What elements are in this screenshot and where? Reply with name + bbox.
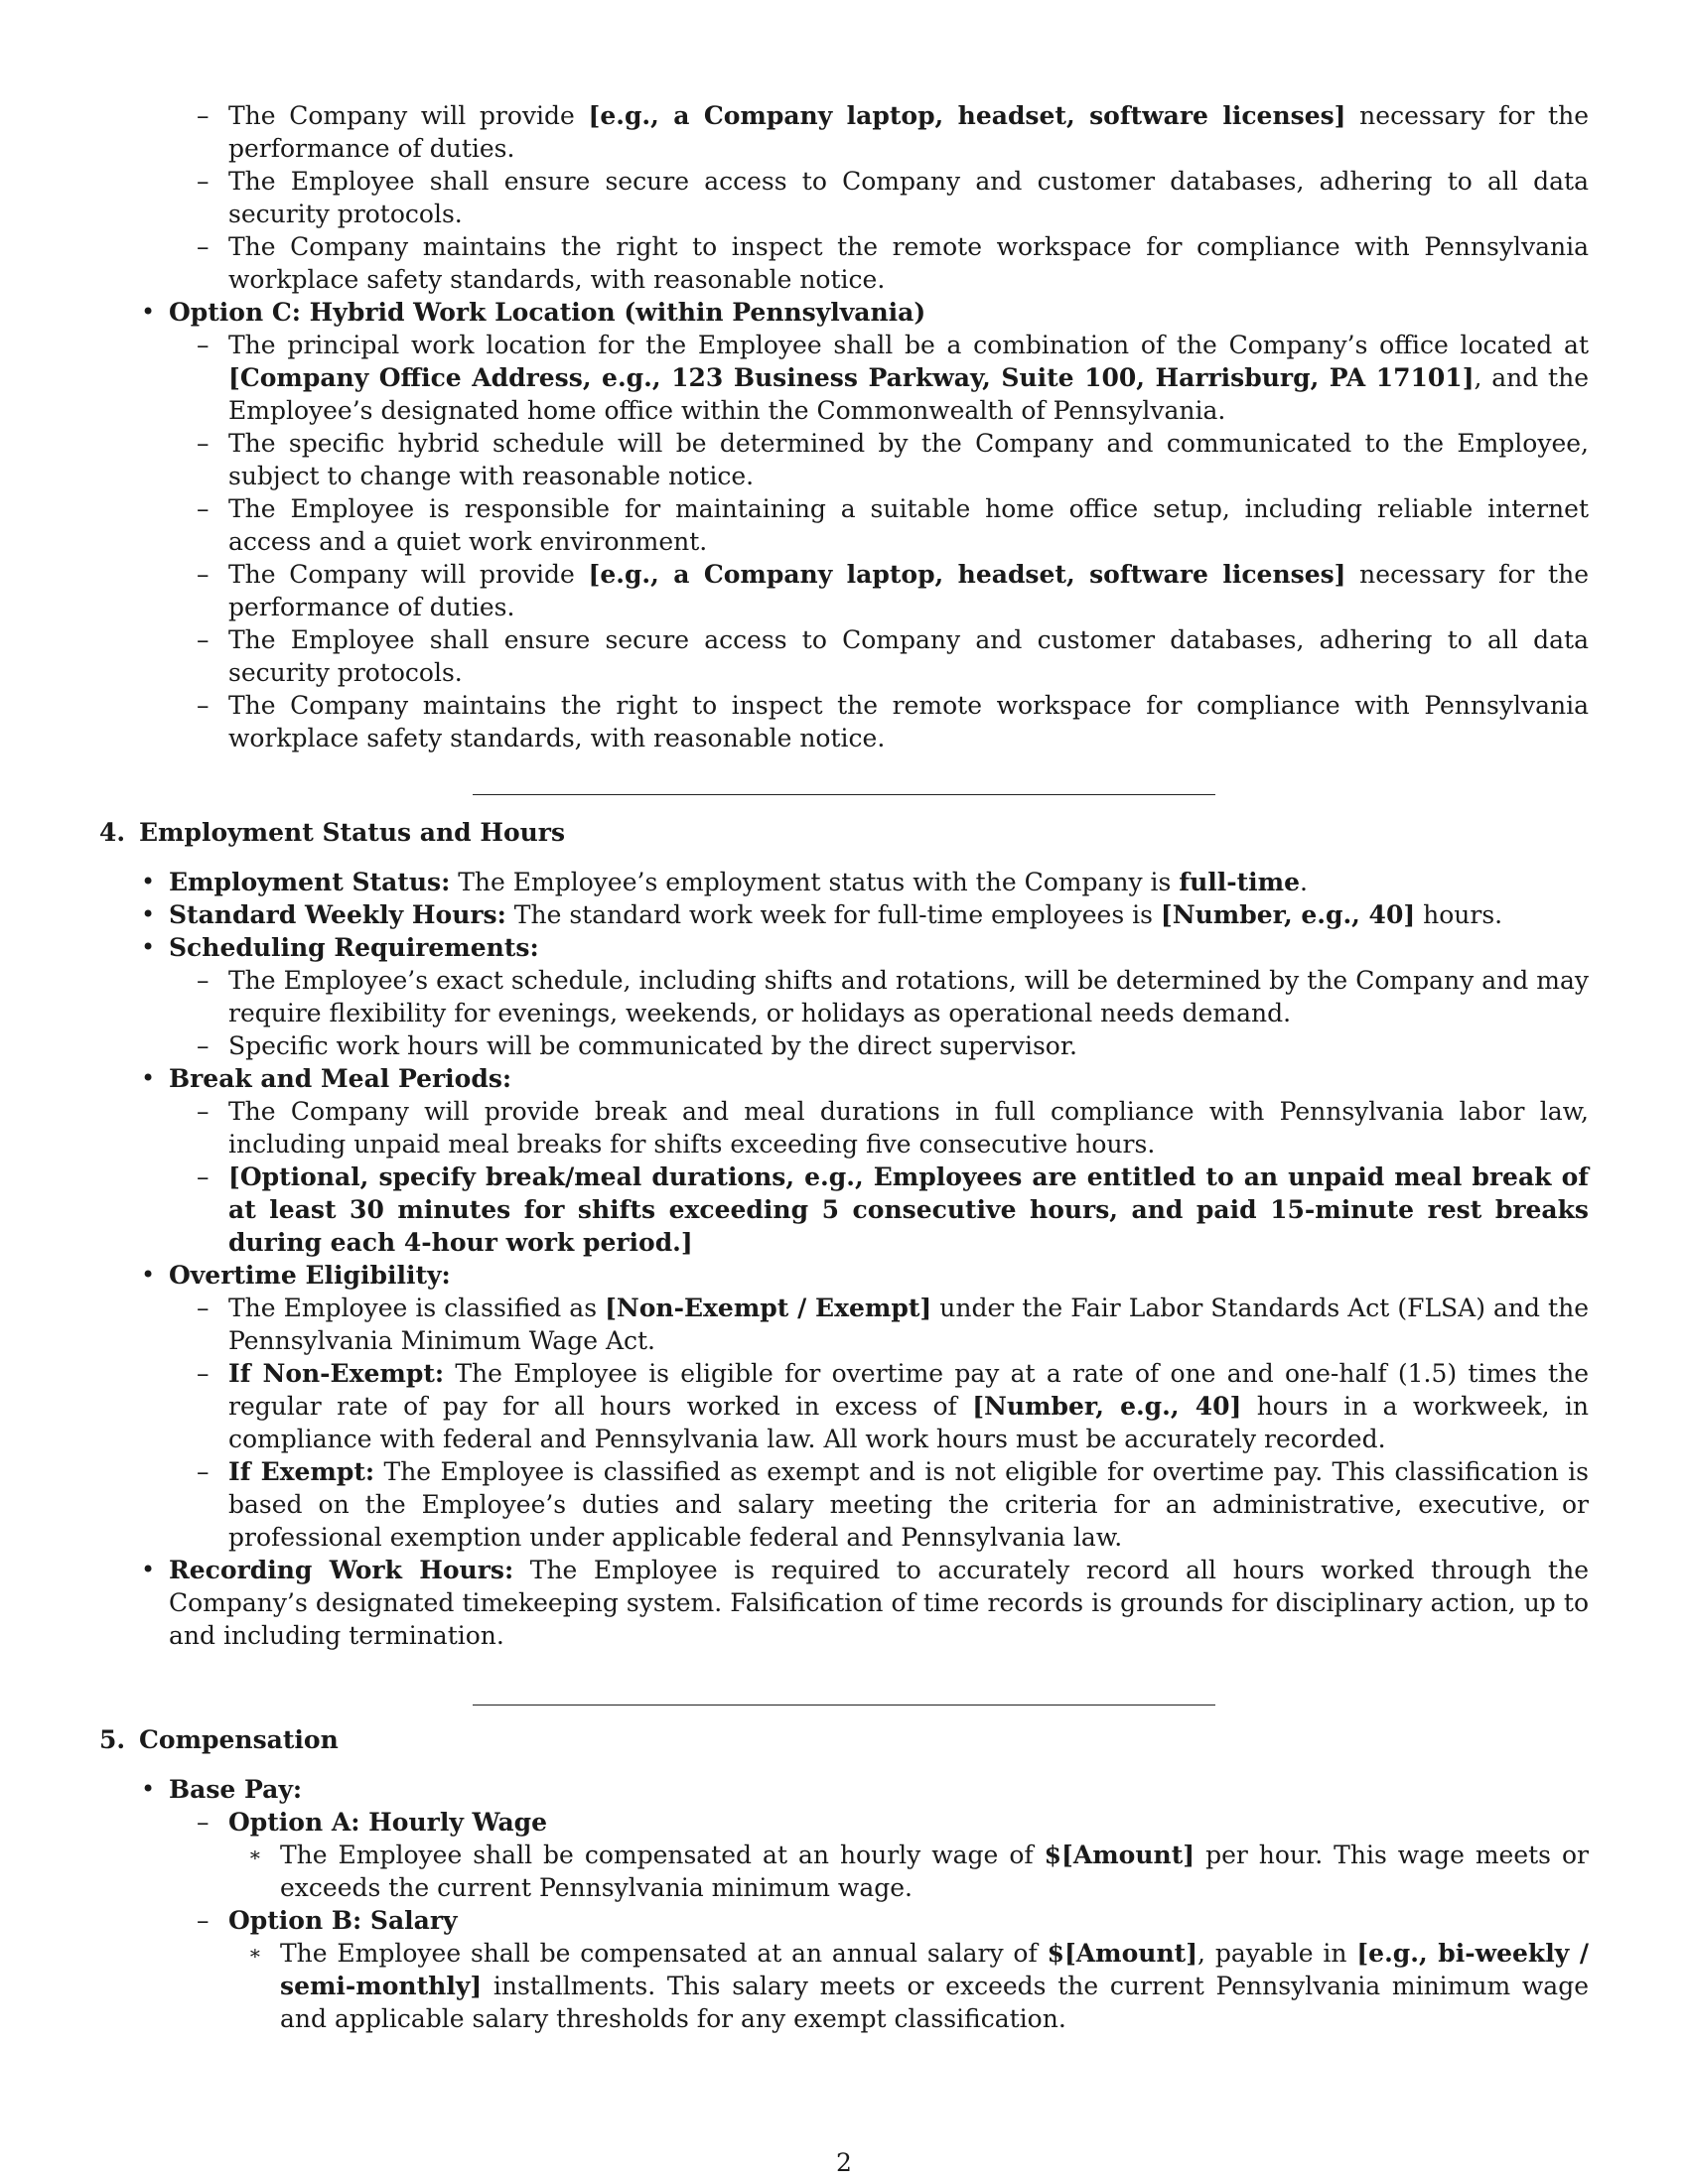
bold-text: [Company Office Address, e.g., 123 Business Parkway, Suite 100, Harrisburg, PA 17101] (228, 363, 1475, 392)
bold-text: Option C: Hybrid Work Location (within Pennsylvania) (169, 298, 926, 327)
bold-text: [Non-Exempt / Exempt] (605, 1294, 932, 1322)
bold-text: Standard Weekly Hours: (169, 900, 506, 929)
bullet-item (99, 1259, 1589, 1292)
list-marker: – (197, 1294, 210, 1322)
sub-item (99, 230, 1589, 296)
employment-status-list (99, 866, 1589, 1652)
location-options-list (99, 99, 1589, 754)
section-number: 4. (99, 818, 126, 847)
text: The Employee is required to accurately record all hours worked through the Company’s designated timekeeping system. Falsification of time records is grounds for disciplinary action, up to and including termination. (169, 1556, 1589, 1650)
text: The Employee shall be compensated at an hourly wage of (280, 1841, 1045, 1869)
list-marker: – (197, 1031, 210, 1060)
text: The standard work week for full-time employees is (505, 900, 1161, 929)
list-marker: – (197, 1808, 210, 1837)
text: under the Fair Labor Standards Act (FLSA) and the Pennsylvania Minimum Wage Act. (228, 1294, 1589, 1355)
bullet-item (99, 1554, 1589, 1652)
bold-text: $[Amount] (1047, 1939, 1198, 1968)
sub-item (99, 165, 1589, 230)
section-title: Compensation (139, 1725, 339, 1754)
section-number: 5. (99, 1725, 126, 1754)
text: per hour. This wage meets or exceeds the current Pennsylvania minimum wage. (280, 1841, 1589, 1902)
sub-item (99, 99, 1589, 165)
section-divider (473, 1705, 1215, 1706)
list-marker: – (197, 1457, 210, 1486)
list-marker: • (141, 1556, 156, 1583)
bold-text: [Number, e.g., 40] (972, 1392, 1242, 1421)
bold-text: [e.g., a Company laptop, headset, software licenses] (588, 560, 1346, 589)
list-marker: – (197, 625, 210, 654)
text: The Employee is classified as (228, 1294, 606, 1322)
list-marker: • (141, 298, 156, 326)
bold-text: Overtime Eligibility: (169, 1261, 451, 1290)
text: Specific work hours will be communicated by the direct supervisor. (228, 1031, 1077, 1060)
text: hours in a workweek, in compliance with federal and Pennsylvania law. All work hours must be accurately recorded. (228, 1392, 1589, 1453)
list-marker: – (197, 101, 210, 130)
list-marker: – (197, 429, 210, 458)
text: The Employee is eligible for overtime pay at a rate of one and one-half (1.5) times the regular rate of pay for all hours worked in excess of (228, 1359, 1589, 1421)
list-marker: • (141, 1064, 156, 1092)
list-marker: • (141, 900, 156, 928)
sub-item (99, 1455, 1589, 1554)
list-marker: – (197, 560, 210, 589)
sub-item (99, 1095, 1589, 1160)
bold-text: Option B: Salary (228, 1906, 458, 1935)
sub-item (99, 623, 1589, 689)
text: The Employee shall be compensated at an annual salary of (280, 1939, 1048, 1968)
bold-text: full-time (1179, 868, 1301, 896)
bold-text: [e.g., a Company laptop, headset, software licenses] (588, 101, 1346, 130)
bullet-item (99, 866, 1589, 898)
sub-item (99, 1806, 1589, 1839)
text: The Company maintains the right to inspect the remote workspace for compliance with Pennsylvania workplace safety standards, with reasonable notice. (228, 691, 1589, 752)
list-marker: • (141, 933, 156, 961)
bold-text: If Non-Exempt: (228, 1359, 445, 1388)
list-marker: – (197, 1097, 210, 1126)
text: The Company will provide break and meal durations in full compliance with Pennsylvania labor law, including unpaid meal breaks for shifts exceeding five consecutive hours. (228, 1097, 1589, 1159)
text: hours. (1415, 900, 1503, 929)
sub-item (99, 1029, 1589, 1062)
bold-text: Option A: Hourly Wage (228, 1808, 548, 1837)
bullet-item (99, 1062, 1589, 1095)
list-marker: • (141, 1261, 156, 1289)
compensation-list (99, 1773, 1589, 2035)
sub-item (99, 689, 1589, 754)
section-4-heading (99, 816, 565, 849)
bold-text: [Number, e.g., 40] (1160, 900, 1416, 929)
text: The Employee is responsible for maintaining a suitable home office setup, including reliable internet access and a quiet work environment. (228, 494, 1589, 556)
bold-text: [Optional, specify break/meal durations, e.g., Employees are entitled to an unpaid meal break of at least 30 minutes for shifts exceeding 5 consecutive hours, and paid 15-minute rest breaks during each 4-hour work period.] (228, 1162, 1589, 1257)
sub-item (99, 492, 1589, 558)
text: The Company will provide (228, 101, 589, 130)
sub-item (99, 1292, 1589, 1357)
bold-text: $[Amount] (1044, 1841, 1196, 1869)
text: necessary for the performance of duties. (228, 101, 1590, 163)
section-5-heading (99, 1723, 339, 1756)
bullet-item (99, 296, 1589, 329)
text: necessary for the performance of duties. (228, 560, 1590, 621)
sub-sub-item (99, 1937, 1589, 2035)
text: The Employee shall ensure secure access to Company and customer databases, adhering to all data security protocols. (228, 167, 1589, 228)
text: The principal work location for the Employee shall be a combination of the Company’s office located at (228, 331, 1589, 359)
list-marker: – (197, 331, 210, 359)
text: The Employee’s employment status with the Company is (450, 868, 1180, 896)
bullet-item (99, 931, 1589, 964)
bullet-item (99, 1773, 1589, 1806)
bullet-item (99, 898, 1589, 931)
list-marker: – (197, 1906, 210, 1935)
sub-item (99, 964, 1589, 1029)
bold-text: Employment Status: (169, 868, 451, 896)
list-marker: – (197, 232, 210, 261)
bold-text: [e.g., bi-weekly / semi-monthly] (280, 1939, 1589, 2000)
sub-item (99, 1357, 1589, 1455)
bold-text: Base Pay: (169, 1775, 303, 1804)
text: The Company maintains the right to inspect the remote workspace for compliance with Pennsylvania workplace safety standards, with reasonable notice. (228, 232, 1589, 294)
list-marker: – (197, 691, 210, 720)
list-marker: – (197, 966, 210, 995)
text: The Company will provide (228, 560, 589, 589)
bold-text: Break and Meal Periods: (169, 1064, 512, 1093)
sub-item (99, 427, 1589, 492)
text: . (1300, 868, 1308, 896)
text: installments. This salary meets or exceeds the current Pennsylvania minimum wage and applicable salary thresholds for any exempt classification. (280, 1972, 1589, 2033)
sub-item (99, 558, 1589, 623)
list-marker: ∗ (248, 1941, 262, 1965)
sub-sub-item (99, 1839, 1589, 1904)
text: The Employee shall ensure secure access to Company and customer databases, adhering to all data security protocols. (228, 625, 1589, 687)
list-marker: – (197, 494, 210, 523)
list-marker: – (197, 1359, 210, 1388)
sub-item (99, 1160, 1589, 1259)
bold-text: Scheduling Requirements: (169, 933, 539, 962)
sub-item (99, 329, 1589, 427)
list-marker: • (141, 868, 156, 895)
list-marker: – (197, 1162, 210, 1191)
text: The Employee is classified as exempt and is not eligible for overtime pay. This classification is based on the Employee’s duties and salary meeting the criteria for an administrative, executive, or professional exemption under applicable federal and Pennsylvania law. (228, 1457, 1589, 1552)
text: The specific hybrid schedule will be determined by the Company and communicated to the Employee, subject to change with reasonable notice. (228, 429, 1589, 490)
list-marker: • (141, 1775, 156, 1803)
bold-text: Recording Work Hours: (169, 1556, 514, 1584)
text: , and the Employee’s designated home office within the Commonwealth of Pennsylvania. (228, 363, 1589, 425)
list-marker: ∗ (248, 1843, 262, 1866)
section-divider (473, 794, 1215, 795)
bold-text: If Exempt: (228, 1457, 375, 1486)
sub-item (99, 1904, 1589, 1937)
text: The Employee’s exact schedule, including shifts and rotations, will be determined by the Company and may require flexibility for evenings, weekends, or holidays as operational needs demand. (228, 966, 1589, 1027)
list-marker: – (197, 167, 210, 196)
text: , payable in (1197, 1939, 1357, 1968)
section-title: Employment Status and Hours (139, 818, 566, 847)
page-number: 2 (836, 2148, 852, 2177)
